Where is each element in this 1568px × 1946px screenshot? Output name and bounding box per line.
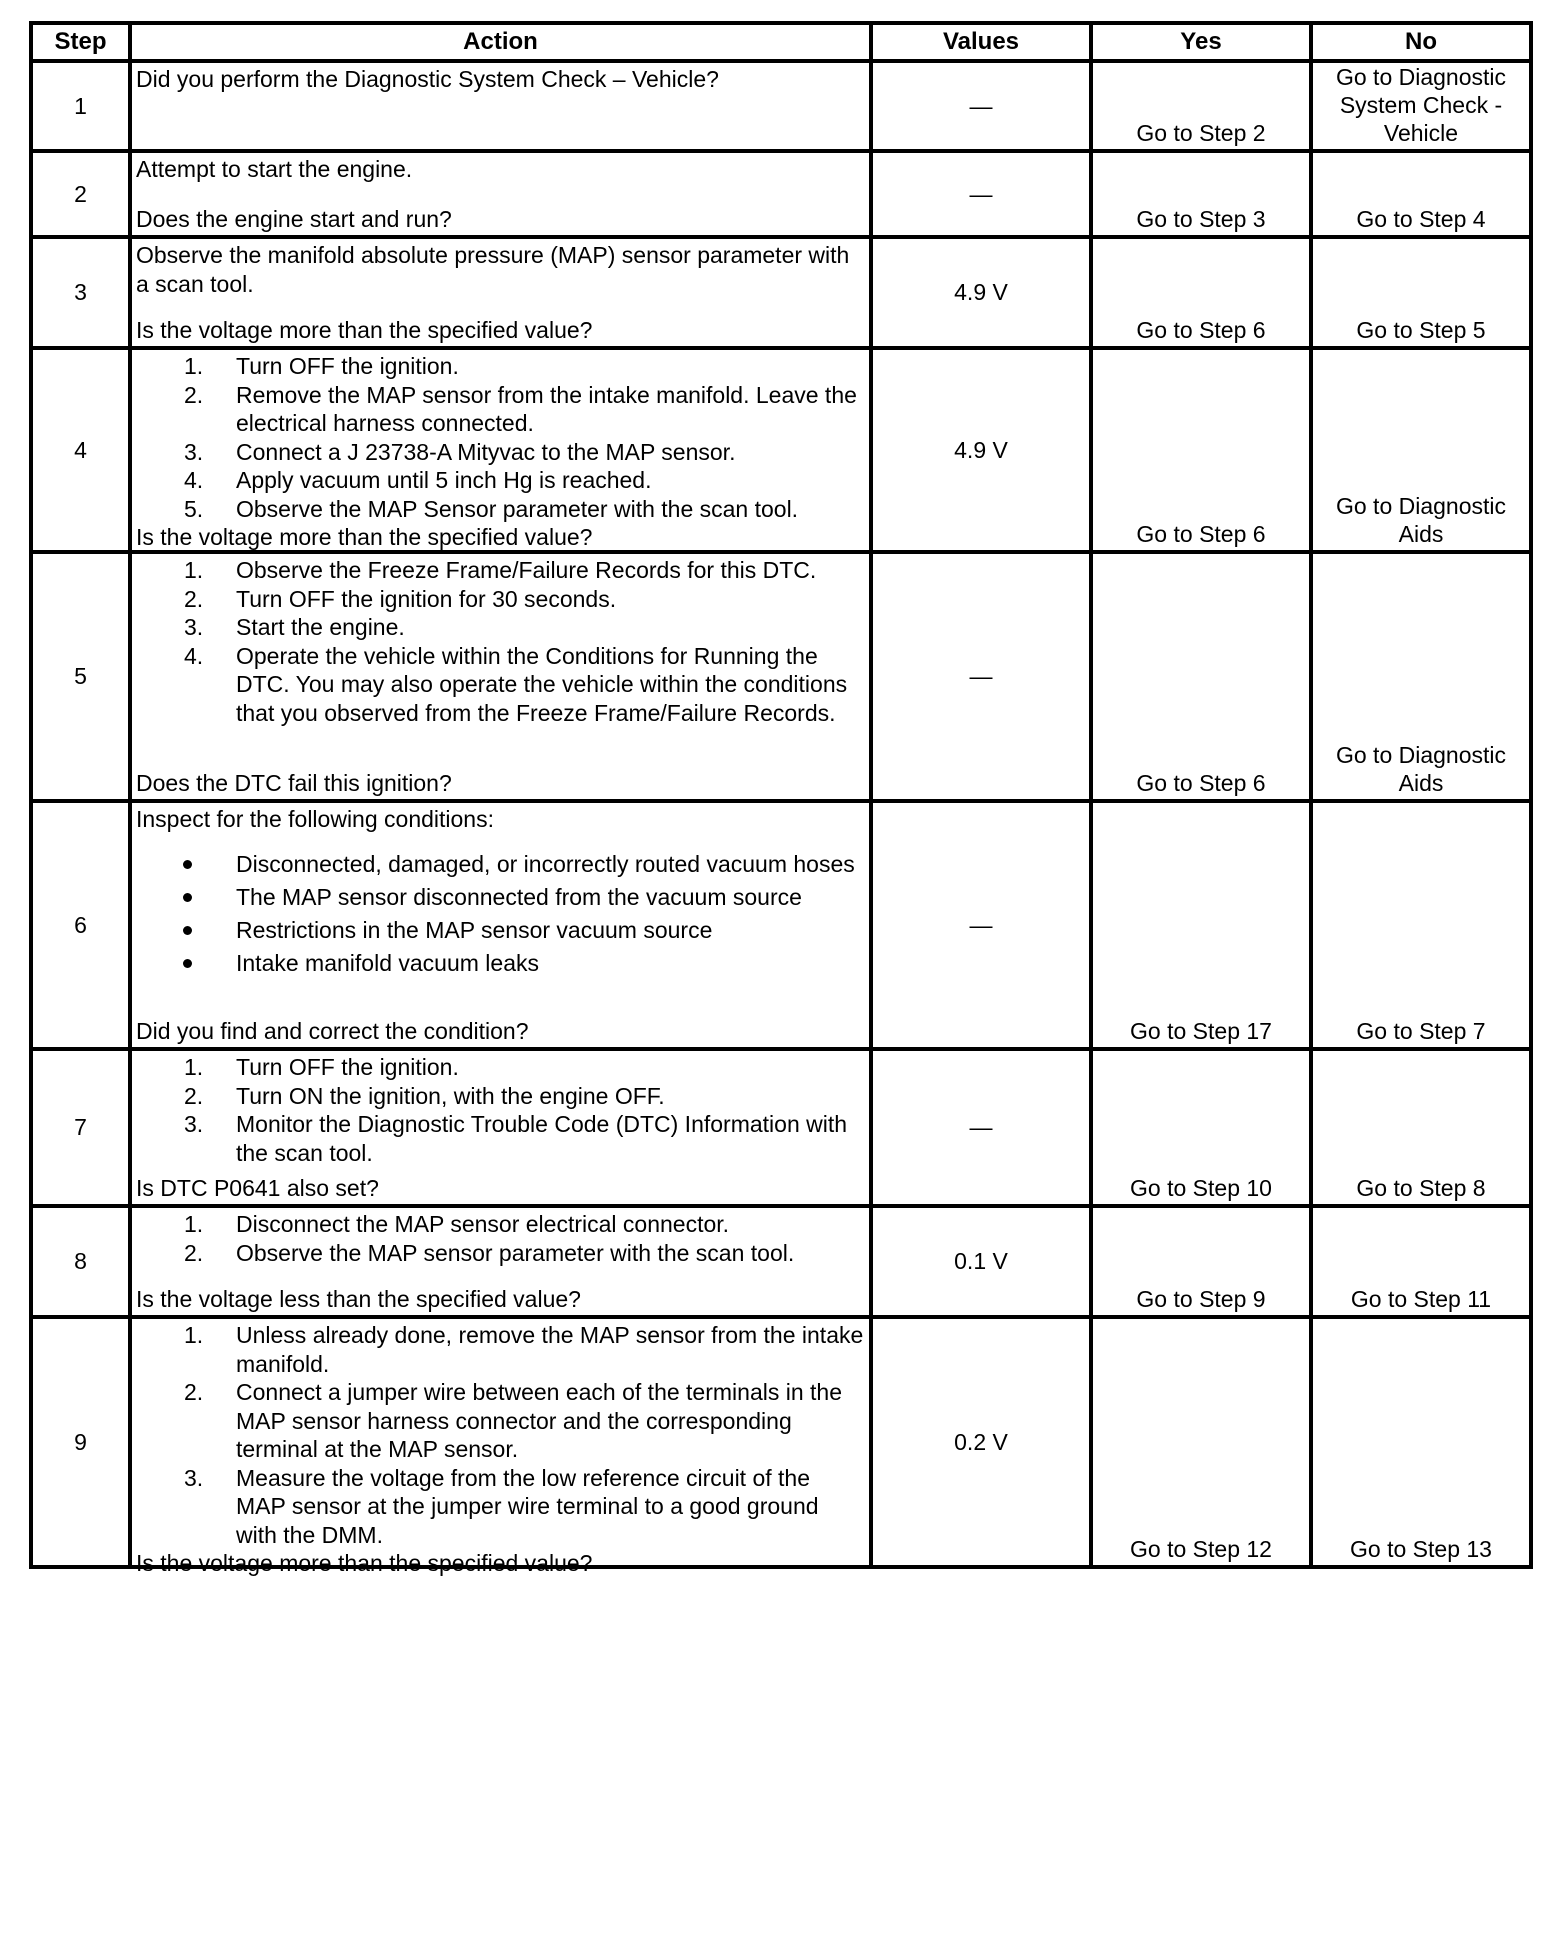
step-number: 2 (31, 151, 130, 237)
action-content (136, 155, 865, 233)
values-cell: 4.9 V (871, 348, 1091, 552)
action-question: Is the voltage more than the specified value? (136, 316, 593, 343)
action-question: Is the voltage more than the specified value? (136, 524, 593, 550)
action-body (136, 1053, 865, 1167)
list-item-text: Start the engine. (236, 614, 405, 640)
list-item-number: 2. (184, 381, 204, 408)
list-item (136, 381, 865, 438)
table-row (31, 61, 1531, 151)
list-item-text: Turn ON the ignition, with the engine OFF. (236, 1082, 665, 1109)
action-question: Does the DTC fail this ignition? (136, 769, 452, 796)
list-item (136, 850, 865, 878)
table-row (31, 237, 1531, 348)
yes-cell: Go to Step 2 (1091, 61, 1311, 151)
list-item (136, 556, 865, 585)
action-intro: Attempt to start the engine. (136, 156, 413, 182)
action-cell (130, 1049, 871, 1206)
action-body (136, 1210, 865, 1267)
list-item-number: 1. (184, 353, 204, 379)
list-item (136, 352, 865, 381)
list-item-text: Observe the MAP Sensor parameter with the scan tool. (236, 495, 799, 522)
list-item-number: 2. (184, 1082, 204, 1109)
values-cell: — (871, 552, 1091, 801)
list-item (136, 1082, 865, 1111)
list-item (136, 1239, 865, 1268)
list-item-number: 2. (184, 585, 204, 612)
step-number: 6 (31, 801, 130, 1049)
list-item-text: Measure the voltage from the low reference circuit of the MAP sensor at the jumper wire terminal to a good ground with the DMM. (236, 1464, 819, 1548)
header-yes: Yes (1091, 23, 1311, 61)
action-cell (130, 801, 871, 1049)
list-item-text: Monitor the Diagnostic Trouble Code (DTC) Information with the scan tool. (236, 1111, 848, 1166)
list-item-text: Turn OFF the ignition. (236, 353, 459, 379)
list-item (136, 438, 865, 467)
action-question: Did you find and correct the condition? (136, 1017, 529, 1044)
step-number: 1 (31, 61, 130, 151)
list-item (136, 466, 865, 495)
list-item-text: Intake manifold vacuum leaks (236, 949, 539, 976)
action-content (136, 241, 865, 344)
table-row (31, 1049, 1531, 1206)
list-item (136, 613, 865, 642)
action-body (136, 155, 865, 184)
action-cell (130, 151, 871, 237)
list-item-number: 2. (184, 1239, 204, 1266)
action-intro: Did you perform the Diagnostic System Check – Vehicle? (136, 66, 719, 92)
list-item-number: 4. (184, 467, 204, 493)
action-intro: Inspect for the following conditions: (136, 806, 494, 832)
bullet-icon (183, 860, 192, 869)
list-item (136, 1321, 865, 1378)
action-body (136, 65, 865, 94)
action-content (136, 556, 865, 797)
list-item-number: 3. (184, 1111, 204, 1137)
action-cell (130, 237, 871, 348)
list-item-number: 5. (184, 495, 204, 522)
list-item (136, 585, 865, 614)
action-question: Is the voltage more than the specified value? (136, 1550, 593, 1576)
action-steps-list (136, 352, 865, 523)
values-cell: — (871, 1049, 1091, 1206)
header-action: Action (130, 23, 871, 61)
values-cell: 0.2 V (871, 1317, 1091, 1567)
values-cell: — (871, 801, 1091, 1049)
action-intro: Observe the manifold absolute pressure (MAP) sensor parameter with a scan tool. (136, 242, 850, 297)
action-steps-list (136, 556, 865, 727)
table-row (31, 151, 1531, 237)
list-item-text: Apply vacuum until 5 inch Hg is reached. (236, 467, 652, 493)
bullet-icon (183, 959, 192, 968)
yes-cell: Go to Step 12 (1091, 1317, 1311, 1567)
action-cell (130, 1317, 871, 1576)
list-item-text: Turn OFF the ignition. (236, 1054, 459, 1080)
yes-cell: Go to Step 6 (1091, 237, 1311, 348)
list-item-number: 1. (184, 1211, 204, 1237)
action-steps-list (136, 1210, 865, 1267)
list-item-text: Turn OFF the ignition for 30 seconds. (236, 585, 617, 612)
action-content (136, 1210, 865, 1313)
no-cell: Go to Diagnostic Aids (1311, 552, 1531, 801)
conditions-list (136, 850, 865, 977)
table-row (31, 552, 1531, 801)
action-cell (130, 348, 871, 552)
list-item-text: Observe the MAP sensor parameter with the scan tool. (236, 1239, 795, 1266)
list-item-text: Restrictions in the MAP sensor vacuum source (236, 916, 713, 943)
list-item-text: Connect a jumper wire between each of the terminals in the MAP sensor harness connector and the corresponding terminal at the MAP sensor. (236, 1379, 842, 1462)
header-step: Step (31, 23, 130, 61)
action-body (136, 352, 865, 523)
no-cell: Go to Step 4 (1311, 151, 1531, 237)
list-item (136, 1464, 865, 1550)
list-item (136, 1210, 865, 1239)
step-number: 3 (31, 237, 130, 348)
header-no: No (1311, 23, 1531, 61)
action-content (136, 352, 865, 548)
list-item-text: Remove the MAP sensor from the intake manifold. Leave the electrical harness connected. (236, 381, 857, 436)
values-cell: — (871, 151, 1091, 237)
list-item-number: 4. (184, 642, 204, 669)
no-cell: Go to Diagnostic System Check - Vehicle (1311, 61, 1531, 151)
action-body (136, 556, 865, 727)
values-cell: — (871, 61, 1091, 151)
action-cell (130, 1206, 871, 1317)
list-item-number: 2. (184, 1379, 204, 1405)
list-item-number: 3. (184, 438, 204, 465)
table-row (31, 1206, 1531, 1317)
list-item (136, 642, 865, 728)
list-item-number: 1. (184, 557, 204, 583)
list-item (136, 883, 865, 911)
list-item (136, 916, 865, 944)
action-cell (130, 61, 871, 151)
values-cell: 0.1 V (871, 1206, 1091, 1317)
table-body (31, 61, 1531, 1576)
step-number: 4 (31, 348, 130, 552)
list-item-text: The MAP sensor disconnected from the vacuum source (236, 883, 802, 910)
action-body (136, 1321, 865, 1549)
yes-cell: Go to Step 6 (1091, 552, 1311, 801)
no-cell: Go to Step 5 (1311, 237, 1531, 348)
no-cell: Go to Step 7 (1311, 801, 1531, 1049)
no-cell: Go to Step 11 (1311, 1206, 1531, 1317)
yes-cell: Go to Step 10 (1091, 1049, 1311, 1206)
list-item (136, 949, 865, 977)
no-cell: Go to Step 13 (1311, 1317, 1531, 1567)
list-item (136, 1110, 865, 1167)
list-item (136, 1378, 865, 1464)
yes-cell: Go to Step 6 (1091, 348, 1311, 552)
values-cell: 4.9 V (871, 237, 1091, 348)
step-number: 5 (31, 552, 130, 801)
header-row (31, 23, 1531, 61)
step-number: 7 (31, 1049, 130, 1206)
list-item-number: 3. (184, 614, 204, 640)
list-item-number: 1. (184, 1054, 204, 1080)
list-item-text: Disconnect the MAP sensor electrical connector. (236, 1211, 730, 1237)
bullet-icon (183, 893, 192, 902)
action-body (136, 241, 865, 298)
list-item-number: 1. (184, 1322, 204, 1348)
action-content (136, 805, 865, 1045)
action-content (136, 1321, 865, 1576)
table-row (31, 1317, 1531, 1567)
action-question: Does the engine start and run? (136, 205, 452, 232)
diagnostic-table-page (29, 21, 1529, 1576)
action-question: Is the voltage less than the specified value? (136, 1285, 581, 1312)
yes-cell: Go to Step 9 (1091, 1206, 1311, 1317)
no-cell: Go to Diagnostic Aids (1311, 348, 1531, 552)
bullet-icon (183, 926, 192, 935)
action-cell (130, 552, 871, 801)
table-row (31, 348, 1531, 552)
action-content (136, 65, 865, 136)
yes-cell: Go to Step 17 (1091, 801, 1311, 1049)
list-item-text: Disconnected, damaged, or incorrectly routed vacuum hoses (236, 850, 855, 877)
list-item-text: Connect a J 23738-A Mityvac to the MAP sensor. (236, 438, 736, 465)
no-cell: Go to Step 8 (1311, 1049, 1531, 1206)
action-body (136, 805, 865, 982)
list-item-number: 3. (184, 1464, 204, 1491)
list-item-text: Observe the Freeze Frame/Failure Records for this DTC. (236, 557, 817, 583)
table-row (31, 801, 1531, 1049)
action-content (136, 1053, 865, 1202)
action-steps-list (136, 1321, 865, 1549)
list-item-text: Operate the vehicle within the Conditions for Running the DTC. You may also operate the vehicle within the conditions that you observed from the Freeze Frame/Failure Records. (236, 642, 848, 726)
action-question: Is DTC P0641 also set? (136, 1174, 379, 1201)
list-item-text: Unless already done, remove the MAP sensor from the intake manifold. (236, 1322, 864, 1377)
yes-cell: Go to Step 3 (1091, 151, 1311, 237)
step-number: 8 (31, 1206, 130, 1317)
action-steps-list (136, 1053, 865, 1167)
step-number: 9 (31, 1317, 130, 1567)
list-item (136, 1053, 865, 1082)
list-item (136, 495, 865, 524)
diagnostic-table (29, 21, 1533, 1576)
header-values: Values (871, 23, 1091, 61)
